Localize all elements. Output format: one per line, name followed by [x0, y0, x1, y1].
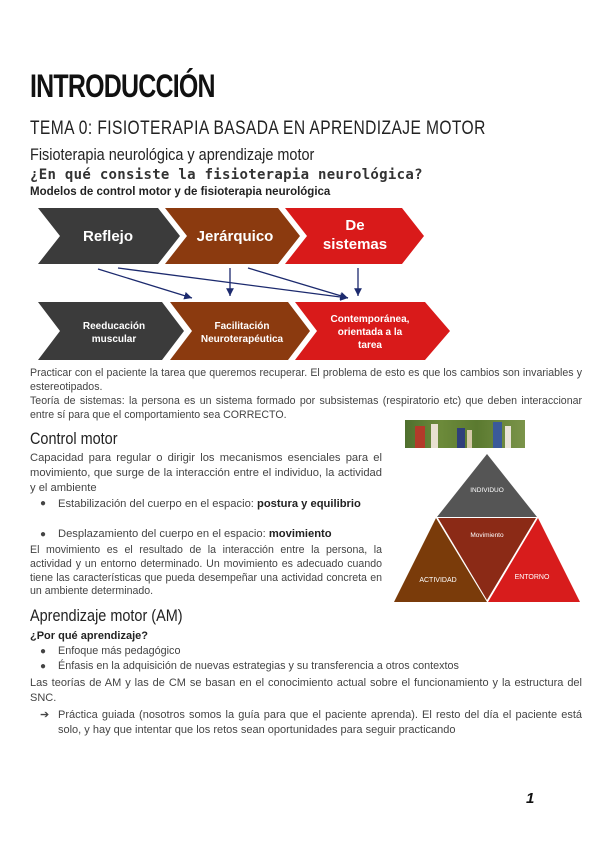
bullet-enfasis-text: Énfasis en la adquisición de nuevas estrategias y su transferencia a otros contextos — [58, 660, 459, 672]
label-de: De — [345, 217, 365, 234]
pyramid-label-center: Movimiento — [470, 532, 504, 539]
paragraph-practicar: Practicar con el paciente la tarea que queremos recuperar. El problema de esto es que los cambios son invariables y estereotipados. — [30, 367, 582, 393]
bullet-postura — [40, 497, 383, 512]
bullet-movimiento-bold: movimiento — [268, 528, 332, 540]
arrow-item-text: Práctica guiada (nosotros somos la guía para que el paciente aprenda). El resto del día el paciente está solo, y hay que intentar que los retos sean oportunidades para seguir practicando — [58, 709, 582, 736]
bullet-enfasis — [40, 660, 586, 674]
bullet-dot: ● — [40, 661, 47, 672]
arrow-item-practica — [40, 708, 582, 738]
label-reflejo: Reflejo — [82, 228, 134, 245]
label-contemporanea: Contemporánea, — [330, 314, 410, 325]
bullet-postura-bold: postura y equilibrio — [257, 498, 361, 510]
label-orientada: orientada a la — [337, 327, 403, 338]
bullet-movimiento-text: Desplazamiento del cuerpo en el espacio: — [58, 528, 269, 540]
people-photo — [405, 420, 525, 448]
control-motor-definition: Capacidad para regular o dirigir los mecanismos esenciales para el movimiento, que surge de la interacción entre el individuo, la actividad y el ambiente — [30, 452, 382, 494]
control-motor-pyramid — [392, 452, 582, 604]
pyramid-label-right: ENTORNO — [514, 574, 550, 581]
bullet-movimiento — [40, 528, 383, 542]
bullet-dot: ● — [40, 498, 47, 509]
section1-subheading: Modelos de control motor y de fisioterapia neurológica — [30, 186, 331, 198]
arrow-4 — [248, 268, 348, 298]
label-muscular: muscular — [91, 334, 137, 345]
tema-heading: TEMA 0: FISIOTERAPIA BASADA EN APRENDIZAJE MOTOR — [30, 118, 486, 139]
section1-question: ¿En qué consiste la fisioterapia neurológica? — [30, 167, 423, 183]
bullet-pedagogico — [40, 645, 578, 659]
page-number: 1 — [526, 790, 535, 807]
page-title: INTRODUCCIÓN — [30, 68, 215, 104]
label-facilitacion: Facilitación — [214, 321, 270, 332]
pyramid-label-left: ACTIVIDAD — [419, 577, 457, 584]
bullet-postura-text: Estabilización del cuerpo en el espacio: — [58, 498, 258, 510]
label-jerarquico: Jerárquico — [196, 228, 274, 245]
arrow-1 — [98, 269, 192, 298]
bullet-dot: ● — [40, 529, 47, 540]
label-sistemas: sistemas — [322, 236, 388, 253]
paragraph-movimiento: El movimiento es el resultado de la interacción entre la persona, la actividad y un entorno determinado. Un movimiento es adecuado cuando tiene las características que pueda desempeñar una actividad concreta en un ambiente determinado. — [30, 544, 382, 598]
section2-heading: Control motor — [30, 429, 118, 448]
arrow-right-icon: ➔ — [40, 709, 50, 721]
paragraph-teorias: Las teorías de AM y las de CM se basan en el conocimiento actual sobre el funcionamiento y la estructura del SNC. — [30, 677, 582, 704]
label-reeducacion: Reeducación — [82, 321, 146, 332]
bullet-pedagogico-text: Enfoque más pedagógico — [58, 645, 181, 657]
section1-heading: Fisioterapia neurológica y aprendizaje motor — [30, 145, 315, 164]
section3-question: ¿Por qué aprendizaje? — [30, 630, 148, 642]
section3-heading: Aprendizaje motor (AM) — [30, 606, 183, 625]
bullet-dot: ● — [40, 646, 47, 657]
label-tarea: tarea — [358, 340, 382, 351]
models-diagram — [30, 206, 460, 366]
pyramid-top-triangle — [437, 454, 537, 517]
label-neuroterapeutica: Neuroterapéutica — [200, 334, 284, 345]
paragraph-teoria-sistemas: Teoría de sistemas: la persona es un sistema formado por subsistemas (respiratorio etc) que deben interaccionar entre sí para que el comportamiento sea CORRECTO. — [30, 395, 582, 421]
arrow-2 — [118, 268, 348, 298]
pyramid-label-top: INDIVIDUO — [470, 487, 504, 494]
people-photo-illustration — [405, 420, 525, 448]
